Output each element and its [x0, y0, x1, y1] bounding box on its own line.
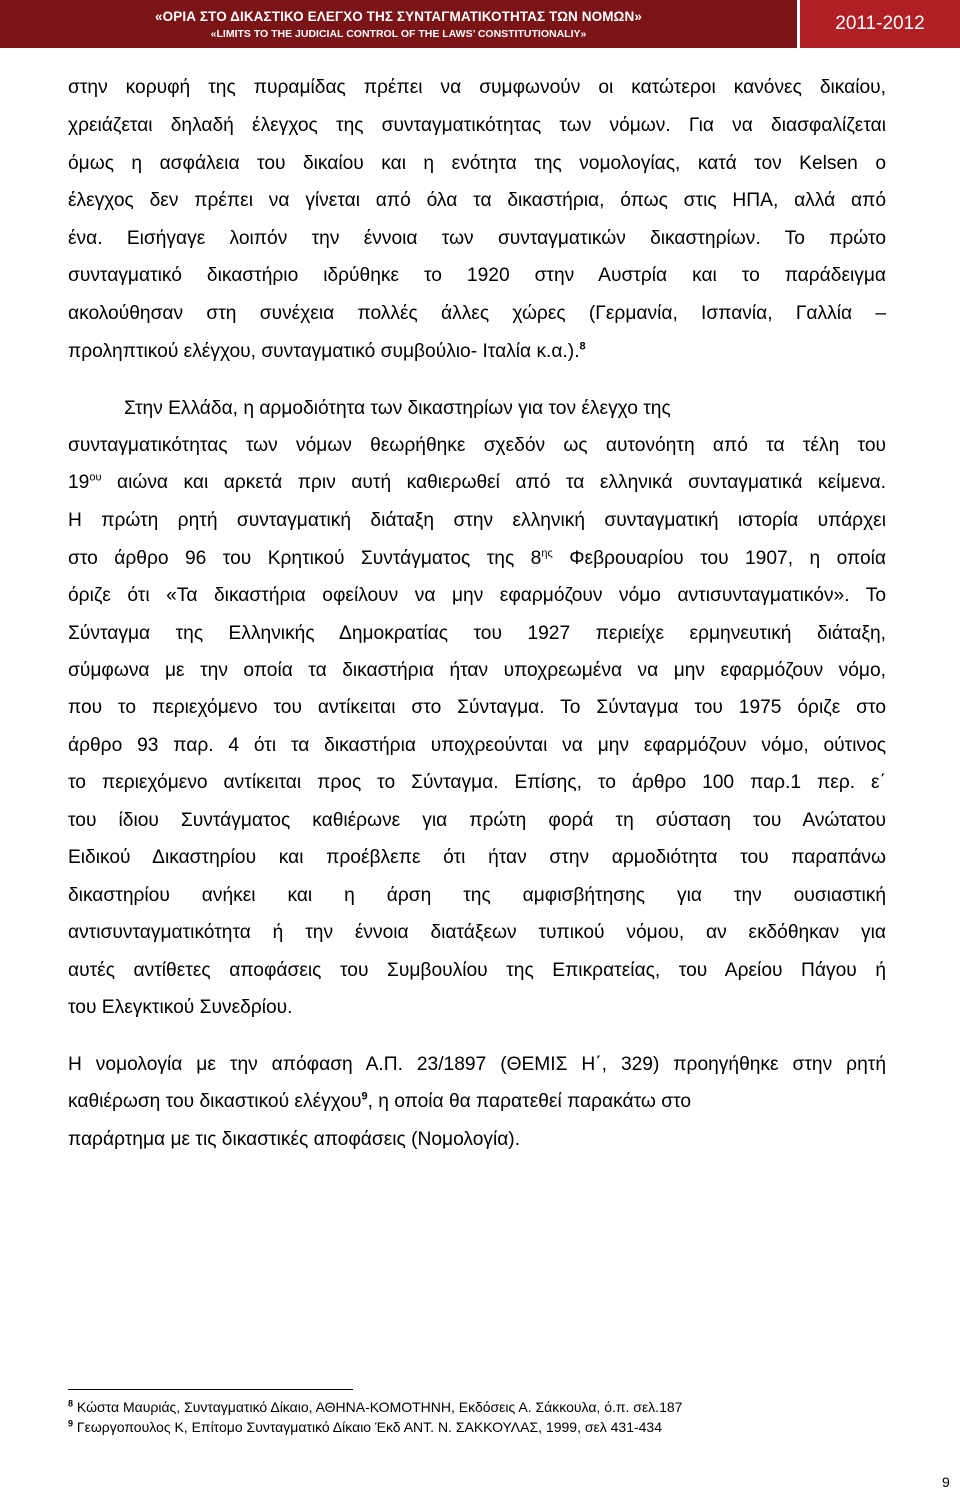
body-text: Φεβρουαρίου του 1907, η οποία — [569, 548, 887, 569]
body-line: όριζε ότι «Τα δικαστήρια οφείλουν να μην εφαρμόζουν νόμο αντισυνταγματικόν». Το — [68, 585, 886, 606]
body-line: Η νομολογία με την απόφαση Α.Π. 23/1897 (ΘΕΜΙΣ Η΄, 329) προηγήθηκε στην ρητή — [68, 1054, 886, 1075]
body-line: συνταγματικό δικαστήριο ιδρύθηκε το 1920 στην Αυστρία και το παράδειγμα — [68, 265, 886, 286]
body-text — [68, 548, 553, 569]
footnote — [68, 1399, 682, 1415]
body-line: όμως η ασφάλεια του δικαίου και η ενότητα της νομολογίας, κατά τον Kelsen ο — [68, 153, 886, 174]
body-line — [68, 471, 886, 495]
body-text — [68, 472, 101, 493]
footnote-number: 9 — [68, 1418, 74, 1429]
body-line: το περιεχόμενο αντίκειται προς το Σύνταγμα. Επίσης, το άρθρο 100 παρ.1 περ. ε΄ — [68, 772, 886, 793]
header-title-english: «LIMITS TO THE JUDICIAL CONTROL OF THE LAWS’ CONSTITUTIONALIY» — [210, 28, 587, 40]
body-line: Η πρώτη ρητή συνταγματική διάταξη στην ελληνική συνταγματική ιστορία υπάρχει — [68, 510, 886, 531]
body-text-part: στο άρθρο 96 του Κρητικού Συντάγματος της 8 — [68, 548, 542, 569]
body-line: ακολούθησαν στη συνέχεια πολλές άλλες χώρες (Γερμανία, Ισπανία, Γαλλία – — [68, 303, 886, 324]
page-number: 9 — [942, 1474, 950, 1490]
body-line: Σύνταγμα της Ελληνικής Δημοκρατίας του 1927 περιείχε ερμηνευτική διάταξη, — [68, 623, 886, 644]
body-line: αυτές αντίθετες αποφάσεις του Συμβουλίου της Επικρατείας, του Αρείου Πάγου ή — [68, 960, 886, 981]
body-line: άρθρο 93 παρ. 4 ότι τα δικαστήρια υποχρεούνται να μην εφαρμόζουν νόμο, ούτινος — [68, 735, 886, 756]
body-line: έλεγχος δεν πρέπει να γίνεται από όλα τα δικαστήρια, όπως στις ΗΠΑ, αλλά από — [68, 190, 886, 211]
body-line: δικαστηρίου ανήκει και η άρση της αμφισβήτησης για την ουσιαστική — [68, 885, 886, 906]
ordinal-suffix: ου — [89, 471, 102, 484]
footnote-text: Γεωργοπουλος Κ, Επίτομο Συνταγματικό Δίκαιο Έκδ ΑΝΤ. Ν. ΣΑΚΚΟΥΛΑΣ, 1999, σελ 431-434 — [76, 1419, 663, 1435]
body-line: παράρτημα με τις δικαστικές αποφάσεις (Νομολογία). — [68, 1129, 521, 1150]
header-title-band — [0, 0, 797, 48]
footnote-number: 8 — [68, 1398, 74, 1409]
body-line: που το περιεχόμενο του αντίκειται στο Σύνταγμα. Το Σύνταγμα του 1975 όριζε στο — [68, 697, 886, 718]
body-line — [68, 547, 886, 571]
body-line-with-footnote-ref — [68, 1090, 691, 1114]
body-line: Ειδικού Δικαστηρίου και προέβλεπε ότι ήταν στην αρμοδιότητα του παραπάνω — [68, 847, 886, 868]
body-line: σύμφωνα με την οποία τα δικαστήρια ήταν υποχρεωμένα να μην εφαρμόζουν νόμο, — [68, 660, 886, 681]
body-text: προληπτικού ελέγχου, συνταγματικό συμβούλιο- Ιταλία κ.α.). — [68, 341, 580, 362]
body-line: χρειάζεται δηλαδή έλεγχος της συνταγματικότητας των νόμων. Για να διασφαλίζεται — [68, 115, 886, 136]
body-line: Στην Ελλάδα, η αρμοδιότητα των δικαστηρίων για τον έλεγχο της — [124, 398, 671, 419]
footnote — [68, 1419, 662, 1435]
footnote-ref: 8 — [579, 340, 586, 353]
body-line: ένα. Εισήγαγε λοιπόν την έννοια των συνταγματικών δικαστηρίων. Το πρώτο — [68, 228, 886, 249]
header-title-greek: «ΟΡΙΑ ΣΤΟ ΔΙΚΑΣΤΙΚΟ ΕΛΕΓΧΟ ΤΗΣ ΣΥΝΤΑΓΜΑΤΙΚΟΤΗΤΑΣ ΤΩΝ ΝΟΜΩΝ» — [155, 9, 642, 24]
page-header — [0, 0, 960, 48]
footnote-text: Κώστα Μαυριάς, Συνταγματικό Δίκαιο, ΑΘΗΝΑ-ΚΟΜΟΤΗΝΗ, Εκδόσεις Α. Σάκκουλα, ό.π. σελ.187 — [76, 1399, 683, 1415]
body-line-with-footnote-ref — [68, 340, 586, 364]
header-year-box: 2011-2012 — [800, 0, 960, 48]
body-line: του ίδιου Συντάγματος καθιέρωνε για πρώτη φορά τη σύσταση του Ανώτατου — [68, 810, 886, 831]
footnote-ref: 9 — [361, 1090, 368, 1103]
body-line: στην κορυφή της πυραμίδας πρέπει να συμφωνούν οι κατώτεροι κανόνες δικαίου, — [68, 77, 886, 98]
body-line: συνταγματικότητας των νόμων θεωρήθηκε σχεδόν ως αυτονόητη από τα τέλη του — [68, 435, 886, 456]
body-line: αντισυνταγματικότητα ή την έννοια διατάξεων τυπικού νόμου, αν εκδόθηκαν για — [68, 922, 886, 943]
body-text: , η οποία θα παρατεθεί παρακάτω στο — [367, 1091, 692, 1112]
century-number: 19 — [68, 472, 90, 493]
body-text: αιώνα και αρκετά πριν αυτή καθιερωθεί από τα ελληνικά συνταγματικά κείμενα. — [116, 472, 886, 493]
ordinal-suffix: ης — [541, 547, 553, 560]
body-line: του Ελεγκτικού Συνεδρίου. — [68, 997, 293, 1018]
footnote-separator — [68, 1389, 353, 1390]
body-text: καθιέρωση του δικαστικού ελέγχου — [68, 1091, 362, 1112]
